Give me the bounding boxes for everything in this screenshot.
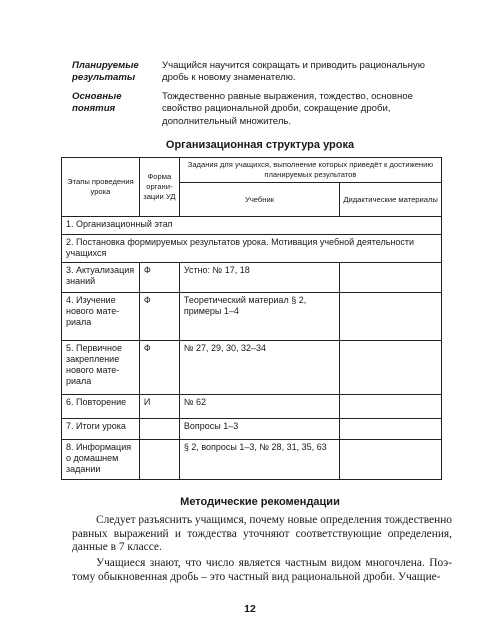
table-row: 2. Постановка формируемых результатов урока. Мотивация учебной деятельности учащихся [62,235,442,263]
textbook-cell: Теоретический материал § 2, примеры 1–4 [179,293,339,341]
paragraph-2: Учащиеся знают, что число является частным видом многочлена. Поэтому обыкновенная дробь – это частный вид рациональной дроби. Учащие- [72,557,452,583]
header-stages: Этапы проведения урока [62,158,140,217]
didactic-cell [340,419,442,440]
header-tasks: Задания для учащихся, выполнение которых приведёт к достижению планируемых результатов [179,158,441,183]
didactic-cell [340,440,442,480]
didactic-cell [340,263,442,293]
stage-cell: 5. Первичное закрепление нового материала [62,341,140,395]
table-row [62,395,442,419]
header-textbook: Учебник [179,183,339,217]
stage-cell: 3. Актуализация знаний [62,263,140,293]
lesson-structure-table [61,157,442,480]
stage-cell: 6. Повторение [62,395,140,419]
basic-concepts-desc: Тождественно равные выражения, тождество, основное свойство рациональной дроби, сокращение дроби, дополнительный множитель. [162,91,413,127]
stage-cell: 8. Информация о домашнем задании [62,440,140,480]
stage-cell: 7. Итоги урока [62,419,140,440]
table-row [62,293,442,341]
didactic-cell [340,341,442,395]
header-didactic: Дидактические материалы [340,183,442,217]
table-row [62,341,442,395]
didactic-cell [340,395,442,419]
textbook-cell: Вопросы 1–3 [179,419,339,440]
header-form: Форма организации УД [139,158,179,217]
planned-results-term: Планируемые результаты [72,60,139,84]
stage-cell: 4. Изучение нового материала [62,293,140,341]
methodical-heading: Методические рекомендации [180,496,340,508]
structure-heading: Организационная структура урока [165,139,355,151]
form-cell: Ф [139,293,179,341]
form-cell: Ф [139,341,179,395]
textbook-cell: № 62 [179,395,339,419]
planned-results-desc: Учащийся научится сокращать и приводить рациональную дробь к новому знаменателю. [162,60,425,84]
form-cell: Ф [139,263,179,293]
form-cell [139,419,179,440]
basic-concepts-term: Основные понятия [72,91,122,115]
form-cell: И [139,395,179,419]
table-row: 1. Организационный этап [62,217,442,235]
textbook-cell: Устно: № 17, 18 [179,263,339,293]
textbook-cell: § 2, вопросы 1–3, № 28, 31, 35, 63 [179,440,339,480]
table-row [62,440,442,480]
paragraph-1: Следует разъяснить учащимся, почему новые определения тождественно равных выражений и тождества уточняют соответствующие определения, данные в 7 классе. [72,514,452,553]
page-number: 12 [244,603,256,615]
form-cell [139,440,179,480]
table-row [62,263,442,293]
didactic-cell [340,293,442,341]
table-row [62,419,442,440]
textbook-cell: № 27, 29, 30, 32–34 [179,341,339,395]
